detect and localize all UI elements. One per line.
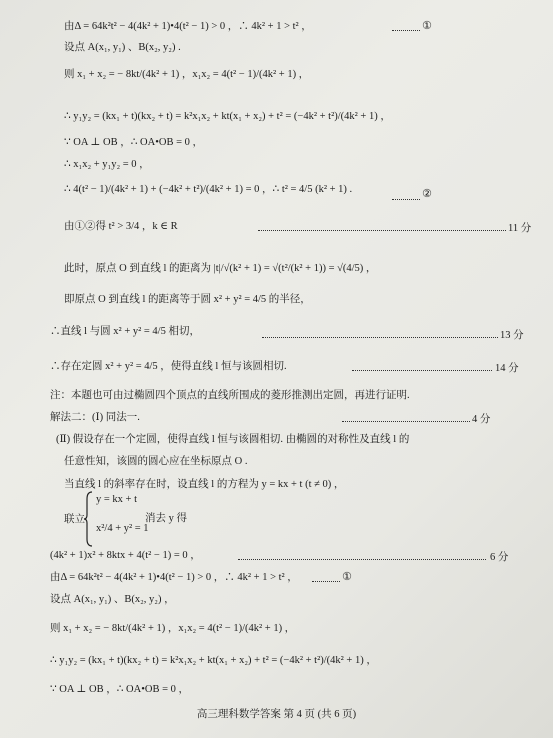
- perpendicular-line: ∵ OA ⊥ OB ，∴ OA•OB = 0 ，: [64, 137, 204, 148]
- leader-dots: [258, 230, 506, 231]
- circled-1-mark-2: ①: [342, 570, 352, 583]
- method2-line: 解法二：(Ⅰ) 同法一.: [50, 412, 140, 423]
- quadratic-line: (4k² + 1)x² + 8ktx + 4(t² − 1) = 0 ，: [50, 550, 201, 561]
- set-points-line-2: 设点 A(x₁, y₁) 、B(x₂, y₂) ，: [50, 594, 175, 605]
- leader-dots: [312, 581, 340, 582]
- slope-line: 当直线 l 的斜率存在时，设直线 l 的方程为 y = kx + t (t ≠ 0) ，: [64, 479, 345, 490]
- sum-zero-line: ∴ x₁x₂ + y₁y₂ = 0 ，: [64, 159, 150, 170]
- score-4: 4 分: [472, 414, 491, 425]
- radius-line: 即原点 O 到直线 l 的距离等于圆 x² + y² = 4/5 的半径，: [64, 294, 311, 305]
- line-equation: y = kx + t: [96, 494, 138, 505]
- note-line: 注：本题也可由过椭圆四个顶点的直线所围成的菱形推测出定圆，再进行证明.: [50, 390, 410, 401]
- system-brace: [84, 491, 94, 547]
- symmetry-line: 任意性知，该圆的圆心应在坐标原点 O .: [64, 456, 248, 467]
- ellipse-equation: x²/4 + y² = 1: [96, 523, 149, 534]
- y1y2-line-2: ∴ y₁y₂ = (kx₁ + t)(kx₂ + t) = k²x₁x₂ + kt(x₁ + x₂) + t² = (−4k² + t²)/(4k² + 1) ，: [50, 655, 377, 666]
- conclusion-line: ∴存在定圆 x² + y² = 4/5 ，使得直线 l 恒与该圆相切.: [50, 361, 287, 372]
- circled-1-mark: ①: [422, 19, 432, 32]
- score-14: 14 分: [495, 363, 519, 374]
- combine-line: 由①②得 t² > 3/4 ，k ∈ R: [64, 221, 178, 232]
- discriminant-line-2: 由Δ = 64k²t² − 4(4k² + 1)•4(t² − 1) > 0 ，∴ 4k² + 1 > t² ，: [50, 572, 298, 583]
- leader-dots: [262, 337, 498, 338]
- eliminate-y-label: 消去 y 得: [145, 513, 187, 524]
- vieta-line-2: 则 x₁ + x₂ = − 8kt/(4k² + 1) ，x₁x₂ = 4(t² − 1)/(4k² + 1) ，: [50, 623, 296, 634]
- tangent-line: ∴直线 l 与圆 x² + y² = 4/5 相切，: [50, 326, 200, 337]
- y1y2-line: ∴ y₁y₂ = (kx₁ + t)(kx₂ + t) = k²x₁x₂ + kt(x₁ + x₂) + t² = (−4k² + t²)/(4k² + 1) ，: [64, 111, 391, 122]
- discriminant-line: 由Δ = 64k²t² − 4(4k² + 1)•4(t² − 1) > 0 ，∴ 4k² + 1 > t² ，: [64, 21, 312, 32]
- t-squared-line: ∴ 4(t² − 1)/(4k² + 1) + (−4k² + t²)/(4k² + 1) = 0 ，∴ t² = 4/5 (k² + 1) .: [64, 184, 353, 195]
- score-11: 11 分: [508, 223, 532, 234]
- set-points-line: 设点 A(x₁, y₁) 、B(x₂, y₂) .: [64, 42, 181, 53]
- score-13: 13 分: [500, 330, 524, 341]
- leader-dots: [352, 370, 492, 371]
- leader-dots: [342, 421, 470, 422]
- simultaneous-label: 联立: [64, 514, 85, 525]
- leader-dots: [238, 559, 486, 560]
- vieta-line: 则 x₁ + x₂ = − 8kt/(4k² + 1) ，x₁x₂ = 4(t² − 1)/(4k² + 1) ，: [64, 69, 310, 80]
- leader-dots: [392, 199, 420, 200]
- score-6: 6 分: [490, 552, 509, 563]
- assume-line: (Ⅱ) 假设存在一个定圆，使得直线 l 恒与该圆相切. 由椭圆的对称性及直线 l 的: [56, 434, 410, 445]
- perpendicular-line-2: ∵ OA ⊥ OB ，∴ OA•OB = 0 ，: [50, 684, 190, 695]
- distance-line: 此时，原点 O 到直线 l 的距离为 |t|/√(k² + 1) = √(t²/(k² + 1)) = √(4/5) ，: [64, 263, 377, 274]
- leader-dots: [392, 30, 420, 31]
- page-footer: 高三理科数学答案 第 4 页 (共 6 页): [196, 709, 357, 720]
- circled-2-mark: ②: [422, 187, 432, 200]
